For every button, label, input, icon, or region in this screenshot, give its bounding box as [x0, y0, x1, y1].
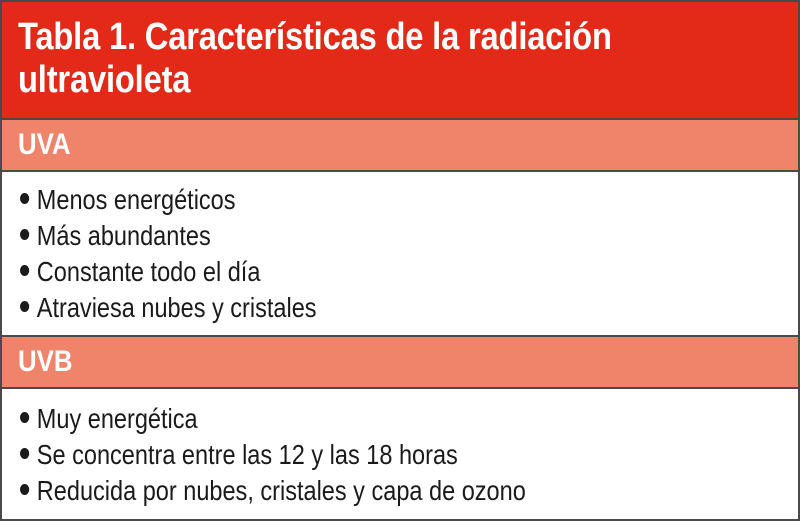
list-item — [20, 182, 674, 218]
bullet-icon — [20, 193, 29, 204]
list-item-text: Se concentra entre las 12 y las 18 horas — [36, 439, 458, 470]
list-item-text: Atraviesa nubes y cristales — [36, 292, 317, 323]
table-title-bar — [2, 2, 798, 120]
bullet-icon — [20, 484, 29, 495]
list-item — [20, 401, 674, 437]
section-body-uva — [2, 172, 798, 335]
bullet-icon — [20, 448, 29, 459]
table-title: Tabla 1. Características de la radiación ultravioleta — [18, 16, 612, 101]
list-item — [20, 437, 674, 473]
list-item-text: Menos energéticos — [36, 184, 236, 215]
section-header-uva — [2, 120, 798, 172]
section-label-uva: UVA — [18, 128, 71, 161]
bullet-icon — [20, 301, 29, 312]
list-item-text: Más abundantes — [36, 220, 211, 251]
list-item — [20, 218, 674, 254]
uvb-characteristics-list — [20, 401, 798, 509]
bullet-icon — [20, 265, 29, 276]
list-item — [20, 473, 674, 509]
uva-characteristics-list — [20, 182, 798, 326]
bullet-icon — [20, 229, 29, 240]
list-item — [20, 254, 674, 290]
section-header-uvb — [2, 335, 798, 389]
list-item — [20, 290, 674, 326]
list-item-text: Reducida por nubes, cristales y capa de ozono — [36, 475, 526, 506]
list-item-text: Constante todo el día — [36, 256, 261, 287]
bullet-icon — [20, 412, 29, 423]
section-label-uvb: UVB — [18, 345, 73, 378]
list-item-text: Muy energética — [36, 403, 198, 434]
section-body-uvb — [2, 389, 798, 515]
